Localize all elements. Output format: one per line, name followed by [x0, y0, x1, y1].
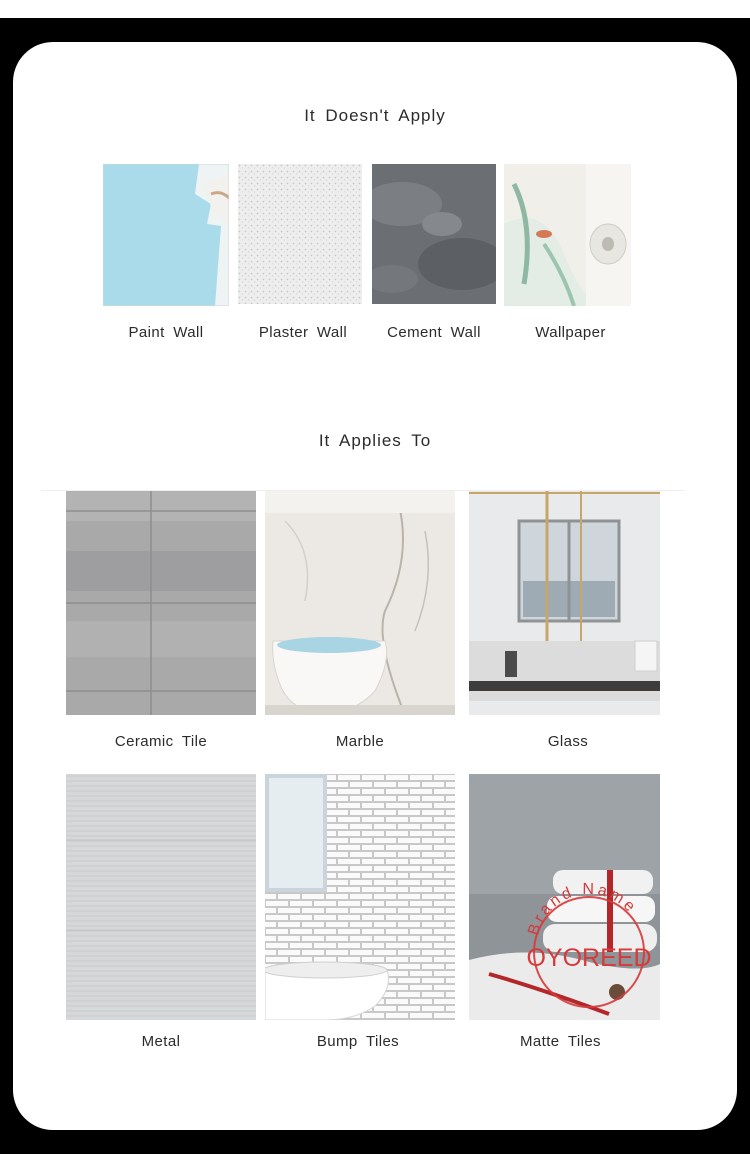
cement-wall-image	[372, 164, 496, 304]
applies-to-title: It Applies To	[318, 431, 432, 450]
caption-plaster-wall: Plaster Wall	[258, 324, 348, 341]
plaster-wall-image	[238, 164, 362, 304]
watermark-arc-text: Brand Name	[525, 880, 641, 938]
watermark-name: OYOREED	[526, 944, 652, 972]
top-strip	[0, 0, 750, 18]
caption-paint-wall: Paint Wall	[128, 324, 204, 341]
caption-glass: Glass	[547, 733, 589, 750]
caption-wallpaper: Wallpaper	[535, 324, 606, 341]
caption-bump-tiles: Bump Tiles	[316, 1033, 400, 1050]
glass-image	[469, 491, 660, 715]
doesnt-apply-title: It Doesn't Apply	[304, 106, 446, 125]
bump-tiles-image	[265, 774, 455, 1020]
brand-watermark-stamp	[519, 868, 659, 1008]
caption-metal: Metal	[141, 1033, 181, 1050]
wallpaper-image	[504, 164, 631, 306]
caption-marble: Marble	[335, 733, 385, 750]
caption-ceramic-tile: Ceramic Tile	[114, 733, 208, 750]
paint-wall-image	[103, 164, 229, 306]
metal-image	[66, 774, 256, 1020]
content-card	[13, 42, 737, 1130]
caption-matte-tiles: Matte Tiles	[520, 1033, 601, 1050]
ceramic-tile-image	[66, 491, 256, 715]
marble-image	[265, 491, 455, 715]
caption-cement-wall: Cement Wall	[387, 324, 481, 341]
